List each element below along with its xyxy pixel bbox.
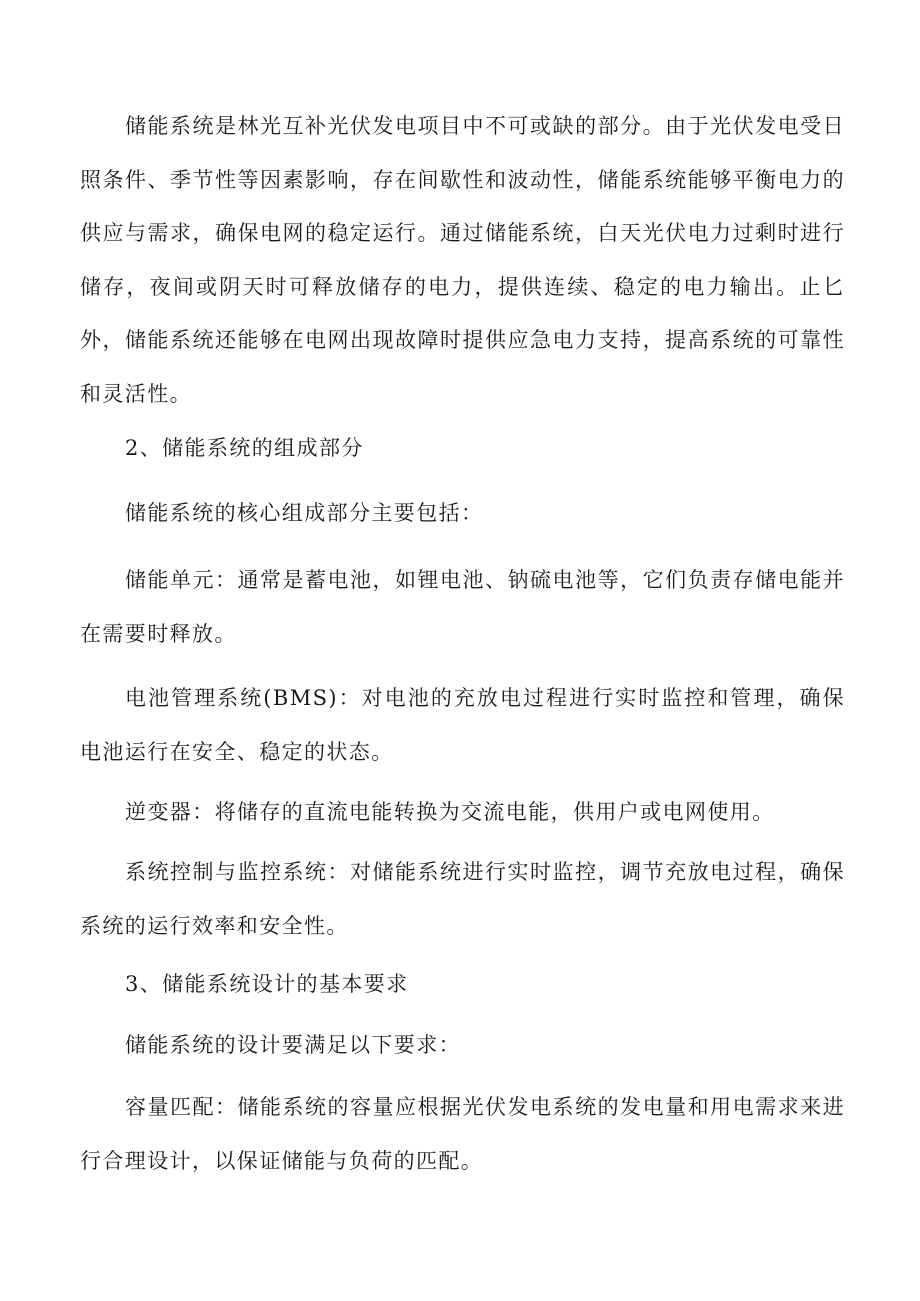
paragraph-core-components: 储能系统的核心组成部分主要包括：	[125, 501, 484, 525]
paragraph-control-monitoring: 系统控制与监控系统：对储能系统进行实时监控，调节充放电过程，确保系统的运行效率和安全性。	[80, 860, 845, 938]
paragraph-storage-unit: 储能单元：通常是蓄电池，如锂电池、钠硫电池等，它们负责存储电能并在需要时释放。	[80, 568, 845, 646]
paragraph-energy-storage-intro: 储能系统是林光互补光伏发电项目中不可或缺的部分。由于光伏发电受日照条件、季节性等因素影响，存在间歇性和波动性，储能系统能够平衡电力的供应与需求，确保电网的稳定运行。通过储能系统，白天光伏电力过剩时进行储存，夜间或阴天时可释放储存的电力，提供连续、稳定的电力输出。止匕外，储能系统还能够在电网出现故障时提供应急电力支持，提高系统的可靠性和灵活性。	[80, 114, 845, 406]
section-heading-3: 3、储能系统设计的基本要求	[125, 972, 409, 996]
paragraph-design-requirements: 储能系统的设计要满足以下要求：	[125, 1033, 461, 1057]
paragraph-capacity-matching: 容量匹配：储能系统的容量应根据光伏发电系统的发电量和用电需求来进行合理设计，以保证储能与负荷的匹配。	[80, 1095, 845, 1173]
paragraph-inverter: 逆变器：将储存的直流电能转换为交流电能，供用户或电网使用。	[125, 800, 775, 824]
section-heading-2: 2、储能系统的组成部分	[125, 436, 364, 460]
paragraph-bms: 电池管理系统(BMS)：对电池的充放电过程进行实时监控和管理，确保电池运行在安全、稳定的状态。	[80, 686, 845, 764]
